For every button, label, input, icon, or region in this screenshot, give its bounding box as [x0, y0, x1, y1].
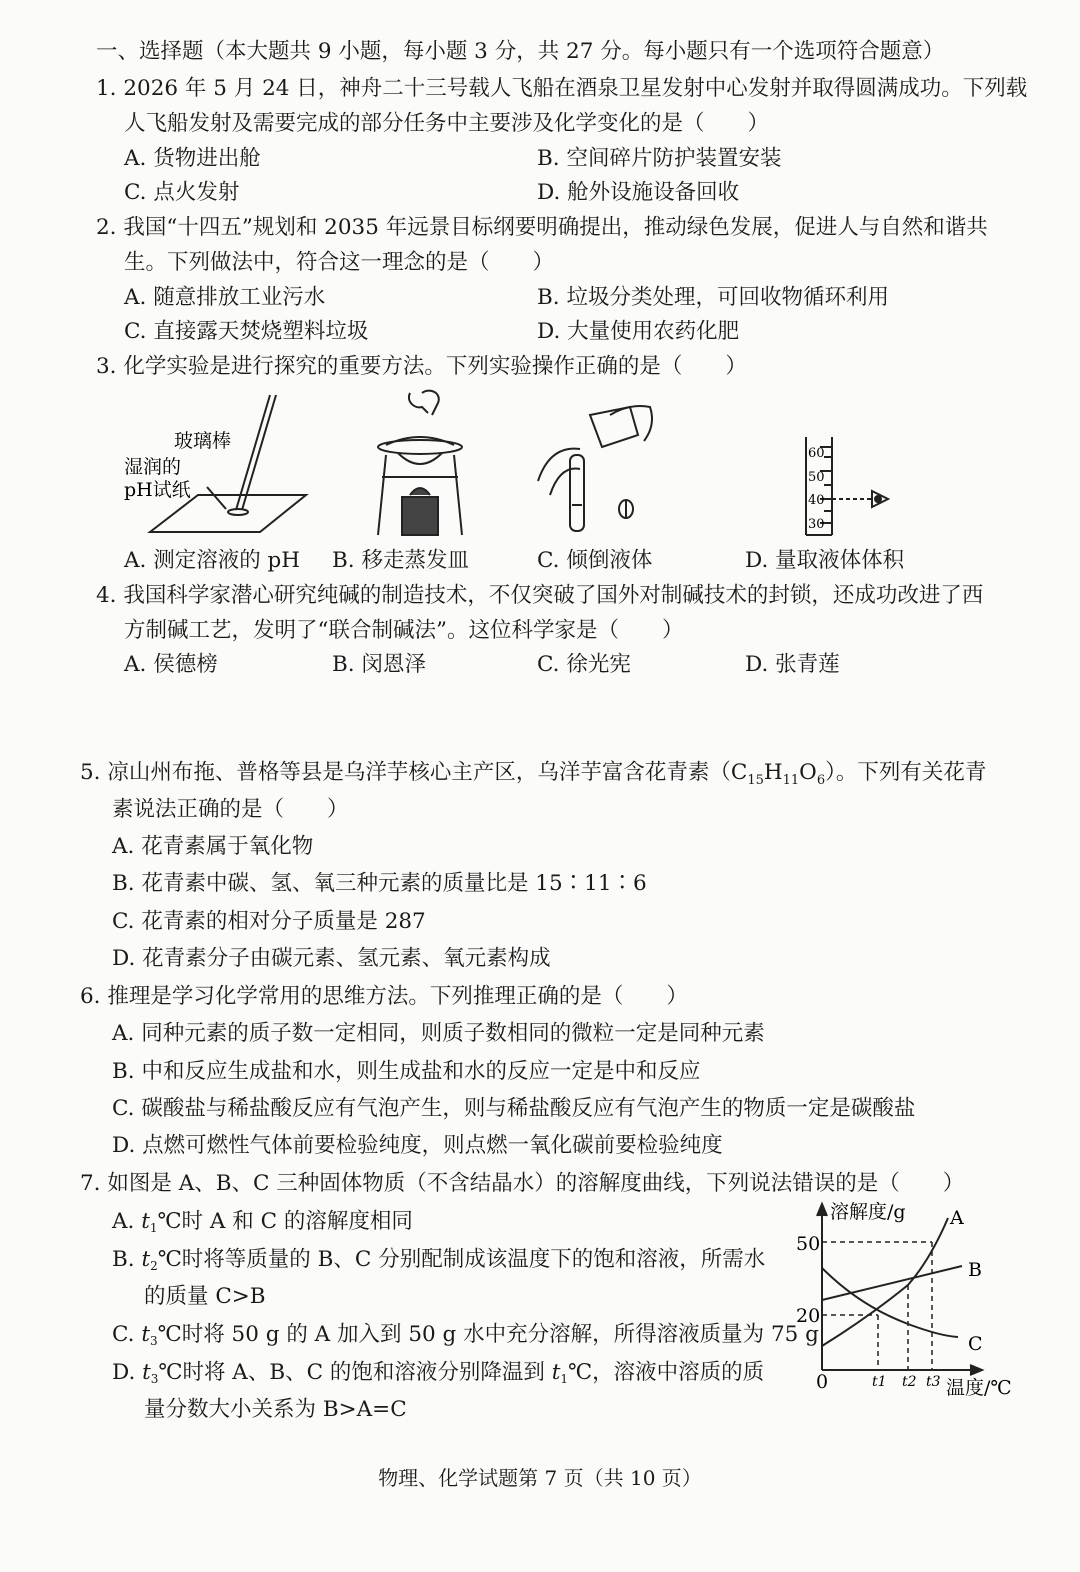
x-tick-t2: t2 — [902, 1374, 917, 1390]
q2-number-text: 2. — [96, 215, 117, 240]
page-footer: 物理、化学试题第 7 页（共 10 页） — [378, 1466, 702, 1490]
q1-option-a: A. 货物进出舱 — [124, 146, 261, 171]
wet-label: 湿润的 — [124, 456, 182, 478]
q4-number-text: 4. — [96, 583, 117, 608]
q4-option-c: C. 徐光宪 — [537, 652, 631, 677]
q7-number-text: 7. — [80, 1171, 101, 1196]
q5-option-b: B. 花青素中碳、氢、氧三种元素的质量比是 15∶11∶6 — [112, 871, 647, 896]
pouring-liquid-figure — [538, 406, 652, 531]
q7a-t: t — [141, 1209, 150, 1234]
q6-option-d: D. 点燃可燃性气体前要检验纯度，则点燃一氧化碳前要检验纯度 — [112, 1133, 723, 1158]
q6-stem-line1 — [80, 979, 688, 1010]
q1-number-text: 1. — [96, 76, 117, 101]
q7-option-b — [112, 1242, 765, 1273]
x-axis-arrow — [970, 1365, 982, 1375]
q3-number-text: 3. — [96, 354, 117, 379]
glass-rod-label: 玻璃棒 — [174, 430, 232, 452]
curve-c-label: C — [968, 1333, 983, 1355]
q7d-t2: t — [551, 1360, 561, 1385]
q5-sub-15: 15 — [747, 773, 764, 788]
y-tick-50: 50 — [796, 1233, 821, 1255]
q7c-t: t — [141, 1322, 150, 1347]
q7c-rest: ℃时将 50 g 的 A 加入到 50 g 水中充分溶解，所得溶液质量为 75 g — [157, 1322, 819, 1347]
q7c-ts: 3 — [150, 1334, 158, 1348]
q7b-ts: 2 — [150, 1259, 158, 1273]
q7c-pre: C. — [112, 1322, 142, 1347]
q7d-pre: D. — [112, 1360, 143, 1385]
q3-option-d: D. 量取液体体积 — [745, 548, 905, 573]
q6-stem-text: 推理是学习化学常用的思维方法。下列推理正确的是（ ） — [107, 984, 688, 1009]
q4-stem-line1 — [96, 578, 983, 609]
q3-figures — [110, 385, 910, 543]
q3-option-c: C. 倾倒液体 — [537, 548, 653, 573]
y-axis-arrow — [817, 1204, 827, 1216]
curve-c — [822, 1268, 958, 1337]
q4-stem-line2: 方制碱工艺，发明了“联合制碱法”。这位科学家是（ ） — [124, 618, 684, 643]
q2-stem-line1 — [96, 210, 988, 241]
q1-stem-line2: 人飞船发射及需要完成的部分任务中主要涉及化学变化的是（ ） — [124, 111, 770, 136]
q1-stem-line1: 2026 年 5 月 24 日，神舟二十三号载人飞船在酒泉卫星发射中心发射并取得圆满成功。下列载 — [123, 76, 1028, 101]
section-title: 一、选择题（本大题共 9 小题，每小题 3 分，共 27 分。每小题只有一个选项符合题意） — [96, 39, 945, 64]
q7-option-d — [112, 1355, 764, 1386]
q5-text-b: ）。下列有关花青 — [825, 760, 987, 785]
q5-stem-line1 — [80, 755, 986, 788]
q2-stem-line2: 生。下列做法中，符合这一理念的是（ ） — [124, 250, 555, 275]
q1-option-b: B. 空间碎片防护装置安装 — [537, 146, 782, 171]
q2-option-b: B. 垃圾分类处理，可回收物循环利用 — [537, 285, 889, 310]
cyl-tick-50: 50 — [808, 470, 825, 485]
x-tick-t1: t1 — [872, 1374, 887, 1390]
q7b-rest: ℃时将等质量的 B、C 分别配制成该温度下的饱和溶液，所需水 — [157, 1247, 766, 1272]
curve-a — [822, 1218, 948, 1346]
q6-number-text: 6. — [80, 984, 101, 1009]
q3-option-a: A. 测定溶液的 pH — [124, 548, 301, 573]
y-tick-20: 20 — [796, 1305, 821, 1327]
q3-stem-text: 化学实验是进行探究的重要方法。下列实验操作正确的是（ ） — [123, 354, 747, 379]
q4-option-b: B. 闵恩泽 — [332, 652, 426, 677]
q7-stem-text: 如图是 A、B、C 三种固体物质（不含结晶水）的溶解度曲线，下列说法错误的是（ ） — [107, 1171, 965, 1196]
q7b-t: t — [141, 1247, 151, 1272]
solubility-chart — [790, 1196, 1030, 1406]
ph-paper-label: pH试纸 — [124, 479, 191, 501]
q5-text-a: 凉山州布拖、普格等县是乌洋芋核心主产区，乌洋芋富含花青素（C — [107, 760, 748, 785]
q5-option-a: A. 花青素属于氧化物 — [112, 834, 314, 859]
q5-option-c: C. 花青素的相对分子质量是 287 — [112, 909, 426, 934]
q7-option-a — [112, 1204, 413, 1235]
curve-a-label: A — [950, 1207, 964, 1229]
q4-option-a: A. 侯德榜 — [124, 652, 218, 677]
q7-option-d-line2: 量分数大小关系为 B>A=C — [144, 1397, 407, 1422]
q5-h: H — [763, 760, 783, 785]
q1-option-d: D. 舱外设施设备回收 — [537, 180, 740, 205]
q7d-t: t — [142, 1360, 151, 1385]
q4-stem-text: 我国科学家潜心研究纯碱的制造技术，不仅突破了国外对制碱技术的封锁，还成功改进了西 — [123, 583, 984, 608]
q1-number — [96, 71, 1027, 102]
q2-option-c: C. 直接露天焚烧塑料垃圾 — [124, 319, 369, 344]
q2-option-a: A. 随意排放工业污水 — [124, 285, 326, 310]
q3-option-b: B. 移走蒸发皿 — [332, 548, 469, 573]
q4-option-d: D. 张青莲 — [745, 652, 840, 677]
q7d-mid: ℃时将 A、B、C 的饱和溶液分别降温到 — [158, 1360, 552, 1385]
q7a-rest: ℃时 A 和 C 的溶解度相同 — [157, 1209, 413, 1234]
q7-option-b-line2: 的质量 C>B — [144, 1284, 266, 1309]
q3-stem-line1 — [96, 349, 747, 380]
q6-option-a: A. 同种元素的质子数一定相同，则质子数相同的微粒一定是同种元素 — [112, 1021, 765, 1046]
q2-option-d: D. 大量使用农药化肥 — [537, 319, 740, 344]
q7-stem-line1 — [80, 1166, 964, 1197]
cyl-tick-30: 30 — [808, 517, 825, 532]
evaporating-dish-figure — [378, 391, 462, 535]
q7a-pre: A. — [112, 1209, 142, 1234]
cyl-tick-60: 60 — [808, 446, 825, 461]
q5-sub-11: 11 — [782, 773, 800, 788]
q6-option-c: C. 碳酸盐与稀盐酸反应有气泡产生，则与稀盐酸反应有气泡产生的物质一定是碳酸盐 — [112, 1096, 916, 1121]
y-axis-label: 溶解度/g — [830, 1201, 906, 1223]
q5-o: O — [799, 760, 817, 785]
x-axis-label: 温度/℃ — [946, 1377, 1012, 1399]
curve-b-label: B — [968, 1259, 982, 1281]
q7-option-c — [112, 1317, 819, 1348]
x-tick-t3: t3 — [926, 1374, 941, 1390]
q7d-ts2: 1 — [560, 1372, 569, 1386]
q2-stem-text: 我国“十四五”规划和 2035 年远景目标纲要明确提出，推动绿色发展，促进人与自然和谐共 — [123, 215, 988, 240]
q6-option-b: B. 中和反应生成盐和水，则生成盐和水的反应一定是中和反应 — [112, 1059, 701, 1084]
q5-number-text: 5. — [80, 760, 101, 785]
q1-option-c: C. 点火发射 — [124, 180, 240, 205]
q7d-ts: 3 — [150, 1372, 159, 1386]
q7b-pre: B. — [112, 1247, 142, 1272]
q5-sub-6: 6 — [816, 773, 826, 788]
q7d-rest: ℃，溶液中溶质的质 — [568, 1360, 765, 1385]
cyl-tick-40: 40 — [808, 493, 825, 508]
curve-b — [822, 1266, 962, 1300]
q5-option-d: D. 花青素分子由碳元素、氢元素、氧元素构成 — [112, 946, 551, 971]
origin-label: 0 — [816, 1371, 829, 1393]
q7a-ts: 1 — [149, 1221, 158, 1235]
q5-stem-line2: 素说法正确的是（ ） — [112, 797, 349, 822]
